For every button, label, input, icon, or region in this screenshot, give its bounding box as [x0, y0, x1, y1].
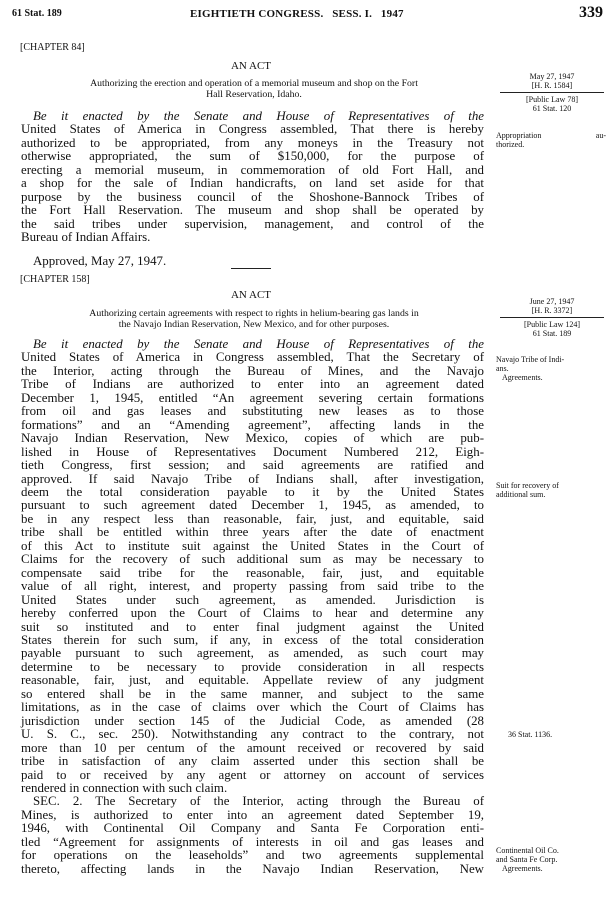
body-line: the said tribes under supervision, management, and control of the [21, 216, 484, 231]
body-line: pursuant to such agreement dated December 1, 1945, as amended, to [21, 498, 484, 513]
margin-bill: [H. R. 3372] [531, 306, 573, 315]
body-line: a shop for the sale of Indian handicrafts, on land set aside for that [21, 176, 484, 191]
section-divider [231, 268, 271, 269]
body-line: so entered shall be in the same manner, and subject to the same [21, 686, 484, 701]
chapter-158-title-line: Authorizing certain agreements with respect to rights in helium-bearing gas lands in [89, 308, 419, 319]
margin-note-line: additional sum. [496, 490, 546, 499]
body-line: Claims for the recovery of such additional sum as may be necessary to [21, 552, 484, 567]
body-line: otherwise appropriated, the sum of $150,000, for the purpose of [21, 149, 484, 164]
margin-note-line: thorized. [496, 140, 525, 149]
margin-date: June 27, 1947 [529, 297, 575, 306]
page-number: 339 [579, 4, 603, 21]
margin-note-line: and Santa Fe Corp. [496, 855, 558, 864]
chapter-158-label: [CHAPTER 158] [20, 274, 90, 285]
margin-note-continental [496, 846, 606, 873]
chapter-84-body [21, 110, 484, 245]
body-line: tieth Congress, first session; and said agreements are ratified and [21, 458, 484, 473]
enacting-clause: Be it enacted by the Senate and House of Representatives of the [33, 337, 484, 351]
body-line: jurisdiction under section 145 of the Judicial Code, as amended (28 [21, 713, 484, 728]
body-line: authorized to be appropriated, from any moneys in the Treasury not [21, 135, 484, 150]
margin-note-line: Agreements. [502, 373, 543, 382]
margin-date: May 27, 1947 [529, 72, 575, 81]
body-line: determine to be necessary to provide consideration in all respects [21, 659, 484, 674]
margin-note-line: Agreements. [502, 864, 543, 873]
chapter-84-title-line: Authorizing the erection and operation of a memorial museum and shop on the Fort [90, 78, 418, 89]
body-line: deem the total consideration payable to it by the United States [21, 484, 484, 499]
margin-stat: 61 Stat. 189 [532, 329, 572, 338]
chapter-158-body [21, 338, 484, 876]
body-line: compensate said tribe for the reasonable, fair, just, and equitable [21, 565, 484, 580]
chapter-158-act-heading: AN ACT [230, 289, 272, 301]
body-line: approved. If said Navajo Tribe of Indians shall, after investigation, [21, 471, 484, 486]
body-line: the Interior, acting through the Bureau of Mines, and the Navajo [21, 363, 484, 378]
body-line: purpose by the business council of the Shoshone-Bannock Tribes of [21, 189, 484, 204]
margin-note-line: Appropriation au- [496, 131, 606, 140]
body-line: 1946, with Continental Oil Company and Santa Fe Corporation enti- [21, 821, 484, 836]
body-line: formations” and an “Amending agreement”, affecting lands in the [21, 417, 484, 432]
enacting-clause: Be it enacted by the Senate and House of Representatives of the [33, 109, 484, 123]
body-line: Bureau of Indian Affairs. [21, 230, 151, 245]
margin-note-line: Navajo Tribe of Indi- [496, 355, 565, 364]
margin-note-suit [496, 481, 606, 499]
body-line: payable pursuant to such agreement, as amended, as such court may [21, 646, 484, 661]
chapter-84-title [24, 78, 484, 100]
body-line: December 1, 1945, entitled “An agreement severing certain formations [21, 390, 484, 405]
chapter-84-margin-law [502, 95, 602, 113]
body-line: Tribe of Indians are authorized to enter into an agreement dated [21, 377, 484, 392]
margin-note-statute: 36 Stat. 1136. [508, 730, 553, 739]
body-line: United States of America in Congress assembled, That there is hereby [21, 122, 484, 137]
body-line: tled “Agreement for assignments of interests in oil and gas leases and [21, 834, 484, 849]
body-line: United States under such agreement, as amended. Jurisdiction is [21, 592, 484, 607]
chapter-84-label: [CHAPTER 84] [20, 42, 85, 53]
body-line: thereto, affecting lands in the Navajo Indian Reservation, New [21, 861, 484, 876]
body-line: tribe in satisfaction of any claim asserted under this section shall be [21, 754, 484, 769]
body-line: U. S. C., sec. 250). Notwithstanding any contract to the contrary, not [21, 727, 484, 742]
margin-public-law: [Public Law 124] [524, 320, 580, 329]
body-line: value of all right, interest, and property passing from said tribe to the [21, 579, 484, 594]
body-line: erecting a memorial museum, in commemoration of old Fort Hall, and [21, 162, 484, 177]
margin-note-line: Suit for recovery of [496, 481, 559, 490]
body-line: tribe shall be entitled within three years after the date of enactment [21, 525, 484, 540]
body-line: Mines, is authorized to enter into an agreement dated September 19, [21, 807, 484, 822]
body-line: be in any respect less than reasonable, fair, just, and equitable, said [21, 511, 484, 526]
margin-note-line: ans. [496, 364, 509, 373]
chapter-84-title-line: Hall Reservation, Idaho. [206, 89, 302, 100]
chapter-158-title [24, 308, 484, 330]
body-line [21, 110, 484, 123]
body-line: the Fort Hall Reservation. The museum and shop shall be operated by [21, 203, 484, 218]
body-line: paid to or received by any agent or attorney on account of services [21, 767, 484, 782]
body-line: lished in House of Representatives Document Numbered 212, Eigh- [21, 444, 484, 459]
body-line: rendered in connection with such claim. [21, 780, 228, 795]
body-line: limitations, as in the case of claims over which the Court of Claims has [21, 700, 484, 715]
body-line: of this Act to institute suit against the United States in the Court of [21, 538, 484, 553]
margin-note-line: Continental Oil Co. [496, 846, 559, 855]
body-line: States therein for such sum, if any, in excess of the total consideration [21, 632, 484, 647]
chapter-84-approved: Approved, May 27, 1947. [33, 254, 167, 268]
chapter-158-margin-law [502, 320, 602, 338]
margin-rule [500, 317, 604, 318]
body-line: reasonable, fair, just, and equitable. Appellate review of any judgment [21, 673, 484, 688]
body-line: hereby conferred upon the Court of Claims to hear and determine any [21, 606, 484, 621]
chapter-84-margin-citation [502, 72, 602, 90]
body-line: United States of America in Congress assembled, That the Secretary of [21, 350, 484, 365]
margin-rule [500, 92, 604, 93]
margin-public-law: [Public Law 78] [526, 95, 578, 104]
body-line [21, 338, 484, 351]
margin-bill: [H. R. 1584] [531, 81, 573, 90]
body-line: from oil and gas leases and substituting new leases as to those [21, 404, 484, 419]
margin-note-navajo [496, 355, 606, 382]
running-header-title: EIGHTIETH CONGRESS. SESS. I. 1947 [190, 8, 404, 20]
body-line: for operations on the leaseholds” and two agreements supplemental [21, 848, 484, 863]
body-line: SEC. 2. The Secretary of the Interior, acting through the Bureau of [33, 794, 484, 809]
margin-note-appropriation [496, 131, 606, 149]
body-line: more than 10 per centum of the amount received or recovered by said [21, 740, 484, 755]
margin-stat: 61 Stat. 120 [532, 104, 572, 113]
chapter-84-act-heading: AN ACT [230, 60, 272, 72]
chapter-158-margin-citation [502, 297, 602, 315]
running-header-citation: 61 Stat. 189 [12, 8, 62, 19]
body-line: suit so instituted and to enter final judgment against the United [21, 619, 484, 634]
chapter-158-title-line: the Navajo Indian Reservation, New Mexico, and for other purposes. [118, 319, 390, 330]
body-line: Navajo Indian Reservation, New Mexico, copies of which are pub- [21, 431, 484, 446]
